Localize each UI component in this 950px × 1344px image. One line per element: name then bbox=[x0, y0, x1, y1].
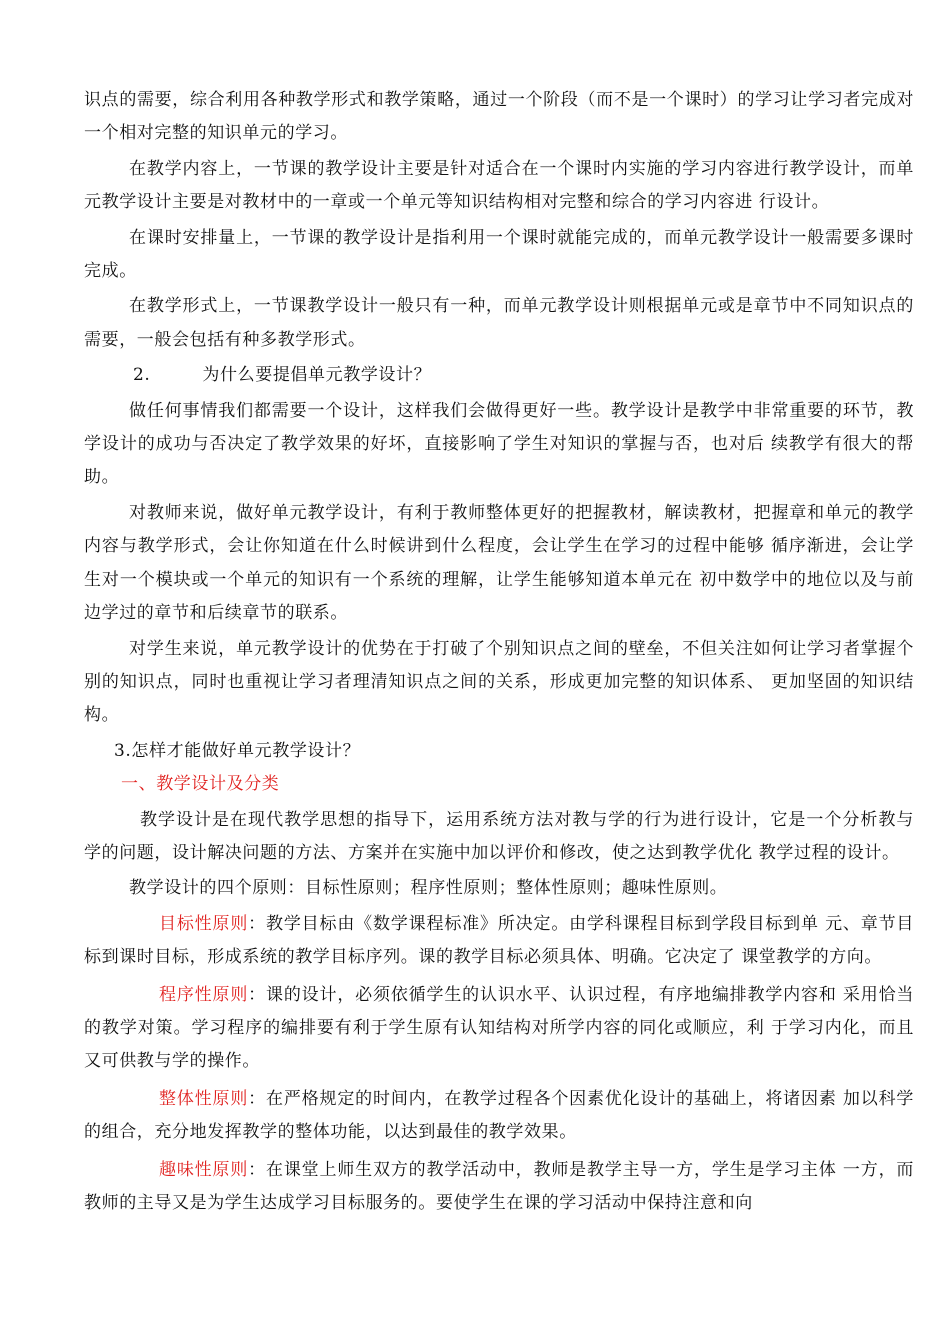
paragraph: 在教学形式上，一节课教学设计一般只有一种，而单元教学设计则根据单元或是章节中不同知识点的需要，一般会包括有种多教学形式。 bbox=[84, 296, 914, 350]
question-heading-2 bbox=[84, 359, 914, 392]
paragraph: 识点的需要，综合利用各种教学形式和教学策略，通过一个阶段（而不是一个课时）的学习让学习者完成对一个相对完整的知识单元的学习。 bbox=[84, 90, 914, 144]
paragraph: 对教师来说，做好单元教学设计，有利于教师整体更好的把握教材，解读教材，把握章和单元的教学内容与教学形式，会让你知道在什么时候讲到什么程度，会让学生在学习的过程中能够 循序渐进，会让学生对一个模块或一个单元的知识有一个系统的理解，让学生能够知道本单元在 初中数学中的地位以及与前边学过的章节和后续章节的联系。 bbox=[84, 502, 914, 624]
question-heading-3: 3.怎样才能做好单元教学设计？ bbox=[114, 740, 361, 761]
paragraph: 在教学内容上，一节课的教学设计主要是针对适合在一个课时内实施的学习内容进行教学设计，而单元教学设计主要是对教材中的一章或一个单元等知识结构相对完整和综合的学习内容进 行设计。 bbox=[84, 158, 914, 213]
principle-text: ：教学目标由《数学课程标准》所决定。由学科课程目标到学段目标到单 元、章节目标到课时目标，形成系统的教学目标序列。课的教学目标必须具体、明确。它决定了 课堂教学的方向。 bbox=[84, 913, 915, 968]
principle-text: ：课的设计，必须依循学生的认识水平、认识过程，有序地编排教学内容和 采用恰当的教学对策。学习程序的编排要有利于学生原有认知结构对所学内容的同化或顺应，利 于学习内化，而且又可供教与学的操作。 bbox=[84, 984, 915, 1072]
principle-holistic bbox=[84, 1083, 914, 1150]
principle-goal bbox=[84, 908, 914, 975]
principle-interest bbox=[84, 1154, 914, 1221]
question-text: 为什么要提倡单元教学设计？ bbox=[202, 365, 432, 386]
principle-text: ：在课堂上师生双方的教学活动中，教师是教学主导一方，学生是学习主体 一方，而教师的主导又是为学生达成学习目标服务的。要使学生在课的学习活动中保持注意和向 bbox=[84, 1159, 915, 1213]
paragraph: 教学设计是在现代教学思想的指导下，运用系统方法对教与学的行为进行设计，它是一个分析教与学的问题，设计解决问题的方法、方案并在实施中加以评价和修改，使之达到教学优化 教学过程的设计。 bbox=[84, 809, 914, 863]
paragraph: 做任何事情我们都需要一个设计，这样我们会做得更好一些。教学设计是教学中非常重要的环节，教学设计的成功与否决定了教学效果的好坏，直接影响了学生对知识的掌握与否，也对后 续教学有很大的帮助。 bbox=[84, 400, 914, 488]
principle-name: 目标性原则 bbox=[159, 913, 249, 934]
principle-procedure bbox=[84, 979, 914, 1079]
paragraph: 教学设计的四个原则：目标性原则；程序性原则；整体性原则；趣味性原则。 bbox=[129, 878, 728, 899]
document-page bbox=[84, 84, 914, 1220]
section-title: 一、教学设计及分类 bbox=[121, 774, 280, 795]
principle-name: 程序性原则 bbox=[159, 984, 249, 1005]
paragraph: 在课时安排量上，一节课的教学设计是指利用一个课时就能完成的，而单元教学设计一般需要多课时完成。 bbox=[84, 227, 914, 282]
principle-name: 整体性原则 bbox=[159, 1088, 249, 1109]
question-number: 2. bbox=[133, 365, 151, 386]
paragraph: 对学生来说，单元教学设计的优势在于打破了个别知识点之间的壁垒，不但关注如何让学习者掌握个别的知识点，同时也重视让学习者理清知识点之间的关系，形成更加完整的知识体系、 更加坚固的知识结构。 bbox=[84, 638, 914, 726]
principle-name: 趣味性原则 bbox=[159, 1159, 249, 1180]
principle-text: ：在严格规定的时间内，在教学过程各个因素优化设计的基础上，将诸因素 加以科学的组合，充分地发挥教学的整体功能，以达到最佳的教学效果。 bbox=[84, 1088, 915, 1143]
